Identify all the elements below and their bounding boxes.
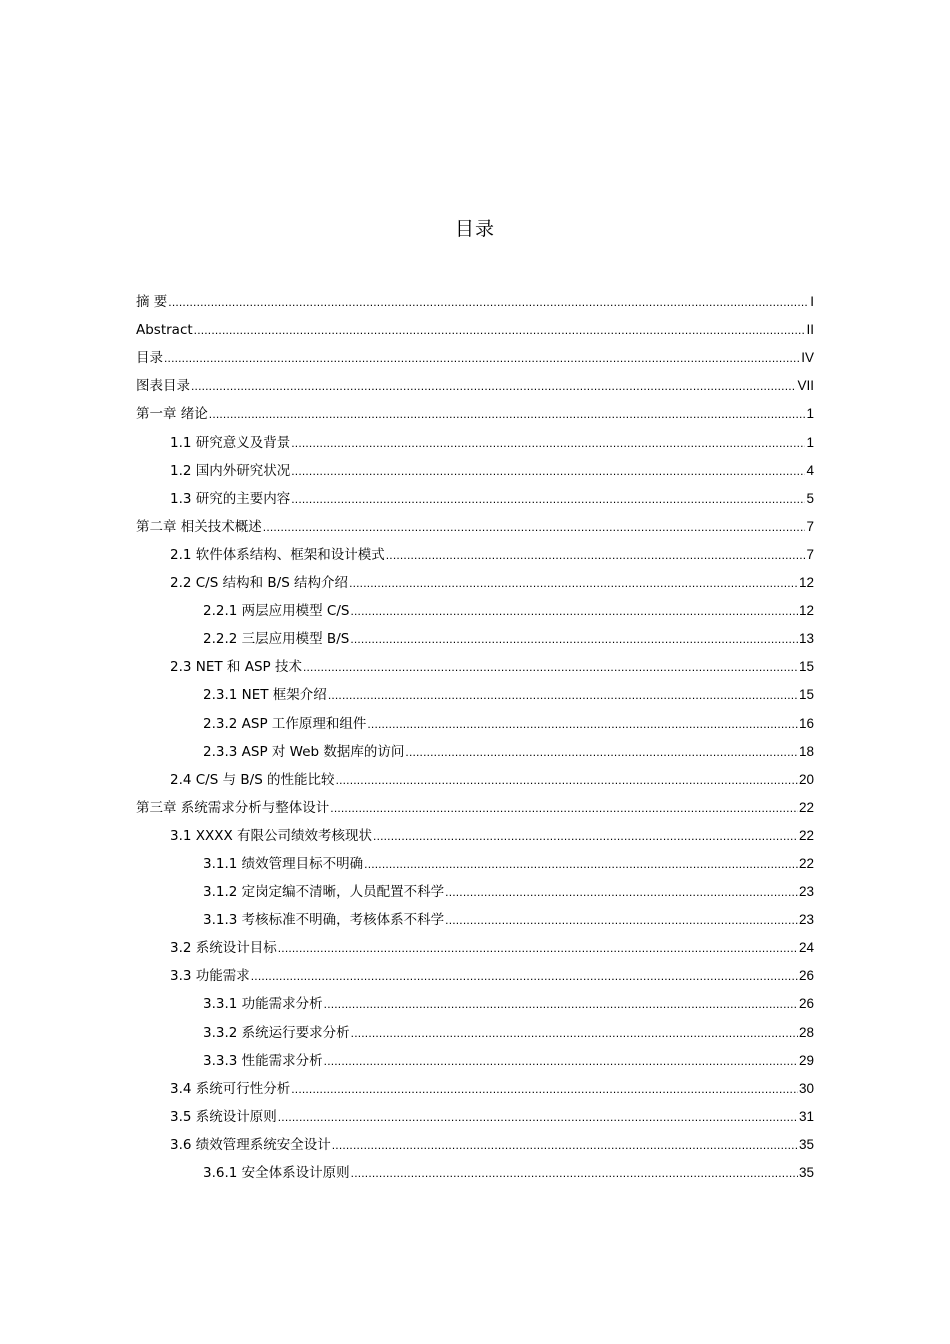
toc-entry[interactable]	[136, 985, 814, 1013]
toc-dot-leader	[349, 574, 798, 592]
toc-entry-label: 目录	[136, 350, 163, 367]
toc-entry-label: 2.2 C/S 结构和 B/S 结构介绍	[170, 575, 349, 592]
toc-entry-page-number: 23	[798, 884, 814, 900]
toc-entry[interactable]	[136, 620, 814, 648]
toc-dot-leader	[164, 349, 800, 367]
toc-dot-leader	[324, 995, 798, 1013]
toc-entry-page-number: 13	[798, 631, 814, 647]
toc-dot-leader	[386, 546, 806, 564]
toc-dot-leader	[373, 827, 798, 845]
toc-entry[interactable]	[136, 676, 814, 704]
toc-entry-label: 2.2.1 两层应用模型 C/S	[203, 603, 350, 620]
toc-entry[interactable]	[136, 452, 814, 480]
toc-entry-label: 3.3.3 性能需求分析	[203, 1052, 323, 1069]
toc-entry-label: 3.1 XXXX 有限公司绩效考核现状	[170, 827, 373, 844]
toc-entry-label: 3.6 绩效管理系统安全设计	[170, 1136, 331, 1153]
toc-dot-leader	[291, 462, 805, 480]
toc-entry[interactable]	[136, 311, 814, 339]
toc-dot-leader	[191, 377, 796, 395]
toc-dot-leader	[209, 405, 806, 423]
toc-entry-label: 3.3 功能需求	[170, 968, 250, 985]
toc-dot-leader	[168, 293, 809, 311]
toc-entry-label: 3.3.1 功能需求分析	[203, 996, 323, 1013]
toc-entry-label: 第三章 系统需求分析与整体设计	[136, 799, 330, 816]
toc-dot-leader	[367, 715, 798, 733]
toc-entry-page-number: 4	[806, 462, 814, 478]
toc-entry-page-number: 35	[798, 1136, 814, 1152]
toc-entry[interactable]	[136, 395, 814, 423]
toc-dot-leader	[278, 1108, 798, 1126]
toc-entry-page-number: I	[810, 294, 814, 310]
toc-title: 目录	[454, 218, 495, 240]
toc-entry-page-number: 1	[806, 434, 814, 450]
toc-dot-leader	[351, 1024, 798, 1042]
toc-entry-page-number: 22	[798, 855, 814, 871]
toc-dot-leader	[328, 686, 798, 704]
toc-entry[interactable]	[136, 536, 814, 564]
toc-entry-label: 第二章 相关技术概述	[136, 518, 262, 535]
toc-entry-label: 3.1.3 考核标准不明确，考核体系不科学	[203, 912, 445, 929]
toc-dot-leader	[445, 911, 798, 929]
toc-entry-label: 1.2 国内外研究状况	[170, 462, 291, 479]
toc-entry-label: 3.5 系统设计原则	[170, 1108, 277, 1125]
toc-entry[interactable]	[136, 873, 814, 901]
toc-dot-leader	[332, 1136, 798, 1154]
toc-entry-label: 第一章 绪论	[136, 406, 208, 423]
toc-entry-page-number: 26	[798, 968, 814, 984]
toc-entry-label: 3.1.1 绩效管理目标不明确	[203, 855, 364, 872]
toc-entry-label: Abstract	[136, 322, 193, 339]
toc-entry-label: 1.3 研究的主要内容	[170, 490, 291, 507]
toc-dot-leader	[351, 1164, 798, 1182]
toc-entry-page-number: 22	[798, 799, 814, 815]
toc-entry[interactable]	[136, 1070, 814, 1098]
toc-entry[interactable]	[136, 845, 814, 873]
toc-entry[interactable]	[136, 789, 814, 817]
toc-entry-page-number: 1	[806, 406, 814, 422]
toc-dot-leader	[291, 434, 805, 452]
toc-entry[interactable]	[136, 564, 814, 592]
toc-entry[interactable]	[136, 817, 814, 845]
toc-dot-leader	[350, 630, 798, 648]
toc-entry[interactable]	[136, 901, 814, 929]
toc-entry-page-number: VII	[797, 378, 814, 394]
toc-entry-label: 3.1.2 定岗定编不清晰，人员配置不科学	[203, 884, 445, 901]
toc-entry-label: 图表目录	[136, 378, 190, 395]
toc-dot-leader	[291, 490, 805, 508]
toc-entry-page-number: 15	[798, 687, 814, 703]
toc-dot-leader	[194, 321, 806, 339]
toc-entry-label: 1.1 研究意义及背景	[170, 434, 291, 451]
toc-entry[interactable]	[136, 1154, 814, 1182]
toc-entry[interactable]	[136, 761, 814, 789]
toc-entry-page-number: 29	[798, 1052, 814, 1068]
toc-entry[interactable]	[136, 648, 814, 676]
toc-entry[interactable]	[136, 1042, 814, 1070]
toc-entry[interactable]	[136, 733, 814, 761]
toc-entry-page-number: 26	[798, 996, 814, 1012]
toc-list	[136, 283, 814, 1182]
toc-entry[interactable]	[136, 592, 814, 620]
toc-dot-leader	[364, 855, 798, 873]
toc-dot-leader	[291, 1080, 798, 1098]
toc-entry[interactable]	[136, 480, 814, 508]
toc-entry[interactable]	[136, 283, 814, 311]
toc-entry[interactable]	[136, 367, 814, 395]
toc-dot-leader	[324, 1052, 798, 1070]
toc-entry-page-number: 18	[798, 743, 814, 759]
toc-entry-label: 3.6.1 安全体系设计原则	[203, 1165, 350, 1181]
toc-entry[interactable]	[136, 929, 814, 957]
toc-entry-label: 2.3.1 NET 框架介绍	[203, 687, 327, 704]
toc-entry[interactable]	[136, 704, 814, 732]
toc-entry-label: 3.3.2 系统运行要求分析	[203, 1024, 350, 1041]
toc-entry-label: 2.3 NET 和 ASP 技术	[170, 659, 302, 676]
toc-dot-leader	[263, 518, 806, 536]
toc-entry-page-number: 12	[798, 575, 814, 591]
toc-dot-leader	[330, 799, 798, 817]
toc-entry-page-number: 20	[798, 771, 814, 787]
toc-entry-page-number: 7	[806, 546, 814, 562]
toc-entry-page-number: 22	[798, 827, 814, 843]
toc-entry-page-number: 35	[798, 1165, 814, 1180]
toc-entry-page-number: 12	[798, 603, 814, 619]
toc-entry-page-number: 16	[798, 715, 814, 731]
toc-entry-page-number: IV	[801, 350, 814, 366]
toc-entry[interactable]	[136, 508, 814, 536]
toc-entry-page-number: 24	[798, 940, 814, 956]
toc-entry-page-number: 31	[798, 1108, 814, 1124]
toc-dot-leader	[278, 939, 798, 957]
toc-entry[interactable]	[136, 1126, 814, 1154]
toc-entry-label: 摘 要	[136, 294, 168, 311]
toc-entry-label: 2.3.2 ASP 工作原理和组件	[203, 715, 367, 732]
toc-entry-page-number: 30	[798, 1080, 814, 1096]
toc-dot-leader	[350, 602, 797, 620]
toc-entry-page-number: 5	[806, 490, 814, 506]
toc-entry-page-number: 23	[798, 912, 814, 928]
toc-entry[interactable]	[136, 423, 814, 451]
toc-dot-leader	[303, 658, 798, 676]
toc-entry[interactable]	[136, 1013, 814, 1041]
toc-entry-label: 2.3.3 ASP 对 Web 数据库的访问	[203, 743, 405, 760]
toc-entry[interactable]	[136, 339, 814, 367]
toc-dot-leader	[336, 771, 798, 789]
toc-entry[interactable]	[136, 957, 814, 985]
toc-dot-leader	[405, 743, 798, 761]
toc-entry[interactable]	[136, 1098, 814, 1126]
toc-dot-leader	[445, 883, 798, 901]
toc-entry-page-number: 15	[798, 659, 814, 675]
toc-entry-label: 2.4 C/S 与 B/S 的性能比较	[170, 771, 335, 788]
toc-entry-label: 3.2 系统设计目标	[170, 940, 277, 957]
toc-entry-page-number: 28	[798, 1024, 814, 1040]
toc-dot-leader	[251, 967, 798, 985]
toc-entry-page-number: II	[806, 322, 814, 338]
toc-entry-page-number: 7	[806, 518, 814, 534]
toc-entry-label: 3.4 系统可行性分析	[170, 1080, 291, 1097]
toc-entry-label: 2.2.2 三层应用模型 B/S	[203, 631, 350, 648]
toc-entry-label: 2.1 软件体系结构、框架和设计模式	[170, 546, 385, 563]
